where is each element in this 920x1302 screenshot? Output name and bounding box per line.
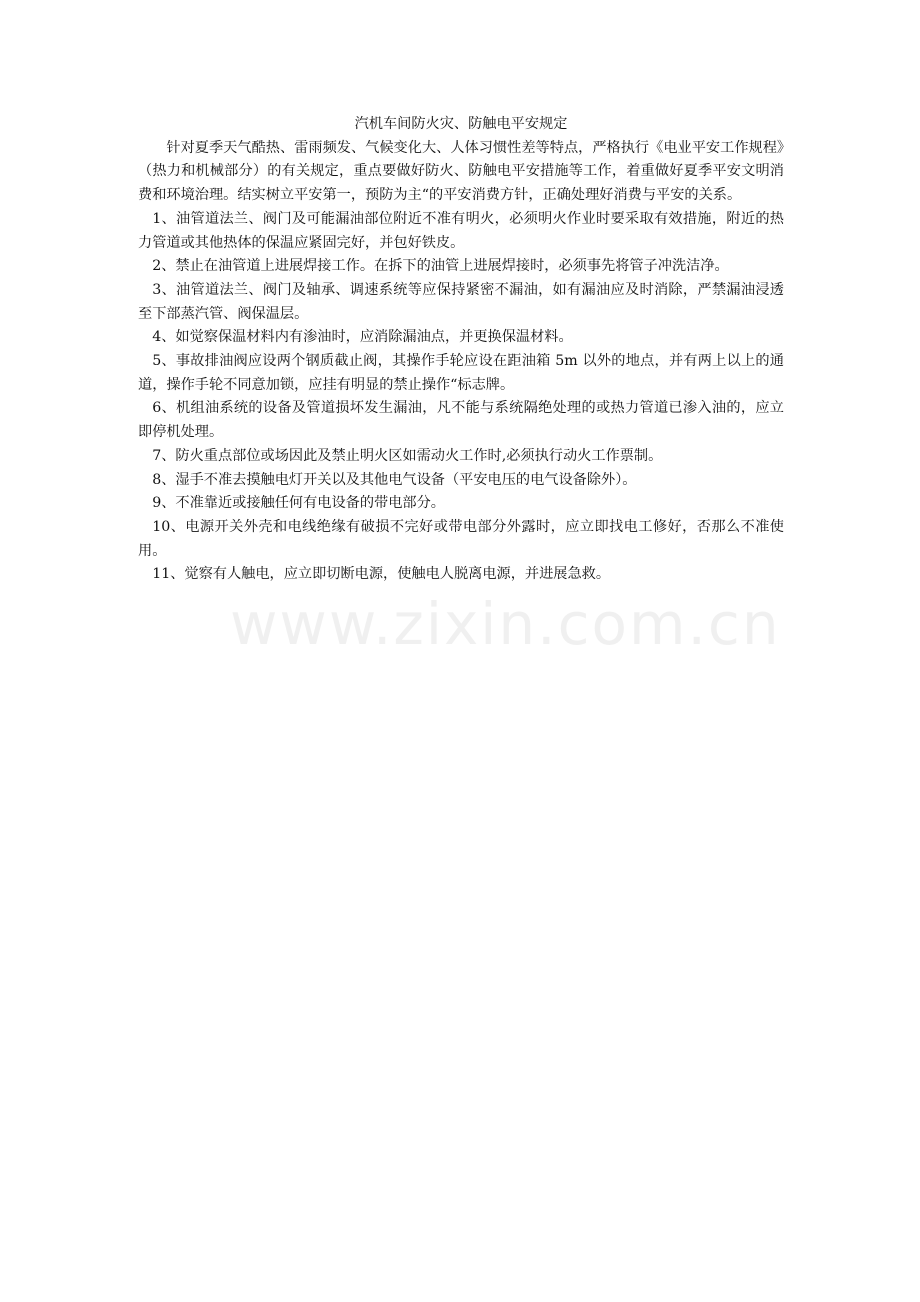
rule-item-10: 10、电源开关外壳和电线绝缘有破损不完好或带电部分外露时，应立即找电工修好，否那么不准使用。 bbox=[138, 518, 784, 559]
rule-item-4: 4、如觉察保温材料内有渗油时，应消除漏油点，并更换保温材料。 bbox=[152, 329, 573, 346]
rule-item-2: 2、禁止在油管道上进展焊接工作。在拆下的油管上进展焊接时，必须事先将管子冲洗洁净。 bbox=[152, 258, 729, 275]
document-title: 汽机车间防火灾、防触电平安规定 bbox=[354, 116, 568, 132]
watermark: www.zixin.com.cn bbox=[230, 590, 781, 658]
rule-item-7: 7、防火重点部位或场因此及禁止明火区如需动火工作时,必须执行动火工作票制。 bbox=[152, 447, 663, 464]
rule-item-6: 6、机组油系统的设备及管道损坏发生漏油，凡不能与系统隔绝处理的或热力管道已渗入油的，应立即停机处理。 bbox=[138, 400, 784, 441]
rule-item-11: 11、觉察有人触电，应立即切断电源，使触电人脱离电源，并进展急救。 bbox=[152, 566, 611, 583]
rule-item-9: 9、不准靠近或接触任何有电设备的带电部分。 bbox=[152, 495, 445, 512]
rule-item-5: 5、事故排油阀应设两个钢质截止阀，其操作手轮应设在距油箱 5m 以外的地点，并有两上以上的通道，操作手轮不同意加锁，应挂有明显的禁止操作“标志牌。 bbox=[138, 353, 784, 393]
rule-item-3: 3、油管道法兰、阀门及轴承、调速系统等应保持紧密不漏油，如有漏油应及时消除，严禁漏油浸透至下部蒸汽管、阀保温层。 bbox=[138, 281, 784, 322]
rule-item-1: 1、油管道法兰、阀门及可能漏油部位附近不准有明火，必须明火作业时要采取有效措施，附近的热力管道或其他热体的保温应紧固完好，并包好铁皮。 bbox=[138, 210, 784, 251]
document-body bbox=[138, 113, 784, 587]
rule-item-8: 8、湿手不准去摸触电灯开关以及其他电气设备（平安电压的电气设备除外）。 bbox=[152, 471, 637, 488]
intro-paragraph: 针对夏季天气酷热、雷雨频发、气候变化大、人体习惯性差等特点，严格执行《电业平安工作规程》（热力和机械部分）的有关规定，重点要做好防火、防触电平安措施等工作，着重做好夏季平安文明消费和环境治理。结实树立平安第一，预防为主“的平安消费方针，正确处理好消费与平安的关系。 bbox=[138, 139, 784, 204]
